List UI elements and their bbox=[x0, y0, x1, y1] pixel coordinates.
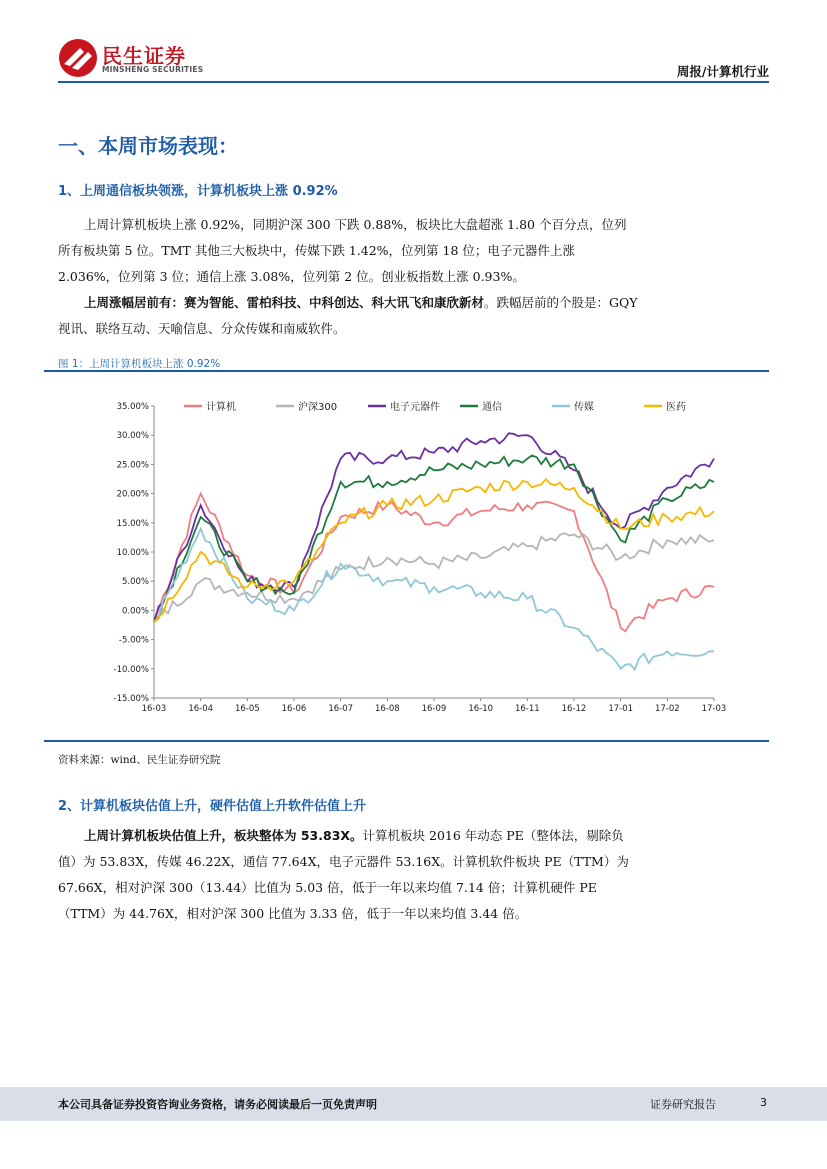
x-tick-label: 16-06 bbox=[281, 704, 307, 714]
x-tick-label: 16-10 bbox=[468, 704, 494, 714]
logo-chinese-name: 民生证券 bbox=[102, 44, 186, 68]
minsheng-logo-icon bbox=[58, 38, 98, 78]
y-tick-label: 10.00% bbox=[116, 548, 149, 558]
subsection-title-2: 2、计算机板块估值上升，硬件估值上升软件估值上升 bbox=[58, 799, 367, 814]
x-tick-label: 16-12 bbox=[561, 704, 587, 714]
y-tick-label: 15.00% bbox=[116, 518, 149, 529]
y-tick-label: 25.00% bbox=[116, 460, 149, 471]
footer-report-label: 证券研究报告 bbox=[650, 1098, 716, 1111]
legend-label: 沪深300 bbox=[298, 402, 338, 413]
y-tick-label: 5.00% bbox=[121, 577, 149, 588]
x-tick-label: 16-04 bbox=[188, 704, 214, 714]
series-line-5 bbox=[154, 479, 714, 622]
y-tick-label: 0.00% bbox=[121, 606, 149, 617]
x-tick-label: 16-08 bbox=[374, 704, 400, 714]
logo-english-name: MINSHENG SECURITIES bbox=[102, 65, 204, 74]
x-tick-label: 17-01 bbox=[608, 704, 634, 714]
page-number: 3 bbox=[760, 1096, 767, 1109]
x-tick-label: 16-05 bbox=[234, 704, 260, 714]
legend-label: 医药 bbox=[666, 402, 686, 413]
legend-label: 传媒 bbox=[574, 402, 594, 413]
paragraph-top-stocks bbox=[58, 290, 638, 342]
x-tick-label: 16-11 bbox=[514, 704, 540, 714]
company-logo bbox=[58, 38, 218, 78]
report-type: 周报/计算机行业 bbox=[676, 64, 769, 79]
subsection-title-1: 1、上周通信板块领涨，计算机板块上涨 0.92% bbox=[58, 184, 338, 199]
header-divider bbox=[58, 81, 769, 83]
y-tick-label: -10.00% bbox=[113, 664, 149, 675]
footer-disclaimer: 本公司具备证券投资咨询业务资格，请务必阅读最后一页免责声明 bbox=[58, 1098, 377, 1111]
valuation-detail-text: 计算机板块 2016 年动态 PE（整体法，剔除负值）为 53.83X，传媒 46.22X，通信 77.64X，电子元器件 53.16X。计算机软件板块 PE（TTM）为 67.66X，相对沪深 300（13.44）比值为 5.03 倍，低于一年以来均值 7.14 倍；计算机硬件 PE（TTM）为 44.76X，相对沪深 300 比值为 3.33 倍，低于一年以来均值 3.44 倍。 bbox=[58, 828, 629, 921]
y-tick-label: 30.00% bbox=[116, 431, 149, 442]
y-tick-label: -15.00% bbox=[113, 694, 149, 704]
x-tick-label: 17-03 bbox=[701, 704, 727, 714]
x-tick-label: 17-02 bbox=[654, 704, 680, 714]
figure-top-divider bbox=[44, 370, 769, 372]
figure-caption: 图 1：上周计算机板块上涨 0.92% bbox=[58, 358, 221, 370]
section-title: 一、本周市场表现： bbox=[58, 134, 238, 158]
x-tick-label: 16-03 bbox=[141, 704, 167, 714]
top-losers-text: 。跌幅居前的个股是：GQY 视讯、联络互动、天喻信息、分众传媒和南威软件。 bbox=[58, 295, 638, 336]
y-tick-label: 35.00% bbox=[116, 402, 149, 412]
legend-label: 计算机 bbox=[206, 402, 236, 413]
series-line-4 bbox=[154, 529, 714, 670]
paragraph-valuation bbox=[58, 823, 638, 927]
figure-source: 资料来源：wind、民生证券研究院 bbox=[58, 754, 221, 766]
legend-label: 电子元器件 bbox=[390, 402, 440, 413]
valuation-lead-text: 上周计算机板块估值上升，板块整体为 53.83X。 bbox=[84, 828, 363, 843]
footer-bar bbox=[0, 1087, 827, 1121]
y-tick-label: -5.00% bbox=[118, 635, 149, 646]
x-tick-label: 16-07 bbox=[328, 704, 354, 714]
legend-label: 通信 bbox=[482, 402, 502, 413]
paragraph-text: 上周计算机板块上涨 0.92%，同期沪深 300 下跌 0.88%，板块比大盘超涨 1.80 个百分点，位列所有板块第 5 位。TMT 其他三大板块中，传媒下跌 1.42%，位列第 18 位；电子元器件上涨 2.036%，位列第 3 位；通信上涨 3.08%，位列第 2 位。创业板指数上涨 0.93%。 bbox=[58, 217, 627, 284]
paragraph-market-performance bbox=[58, 212, 638, 290]
top-gainers-text: 上周涨幅居前有：赛为智能、雷柏科技、中科创达、科大讯飞和康欣新材 bbox=[84, 295, 485, 310]
x-tick-label: 16-09 bbox=[421, 704, 447, 714]
sector-performance-chart bbox=[44, 392, 769, 722]
y-tick-label: 20.00% bbox=[116, 489, 149, 500]
figure-bottom-divider bbox=[44, 740, 769, 742]
